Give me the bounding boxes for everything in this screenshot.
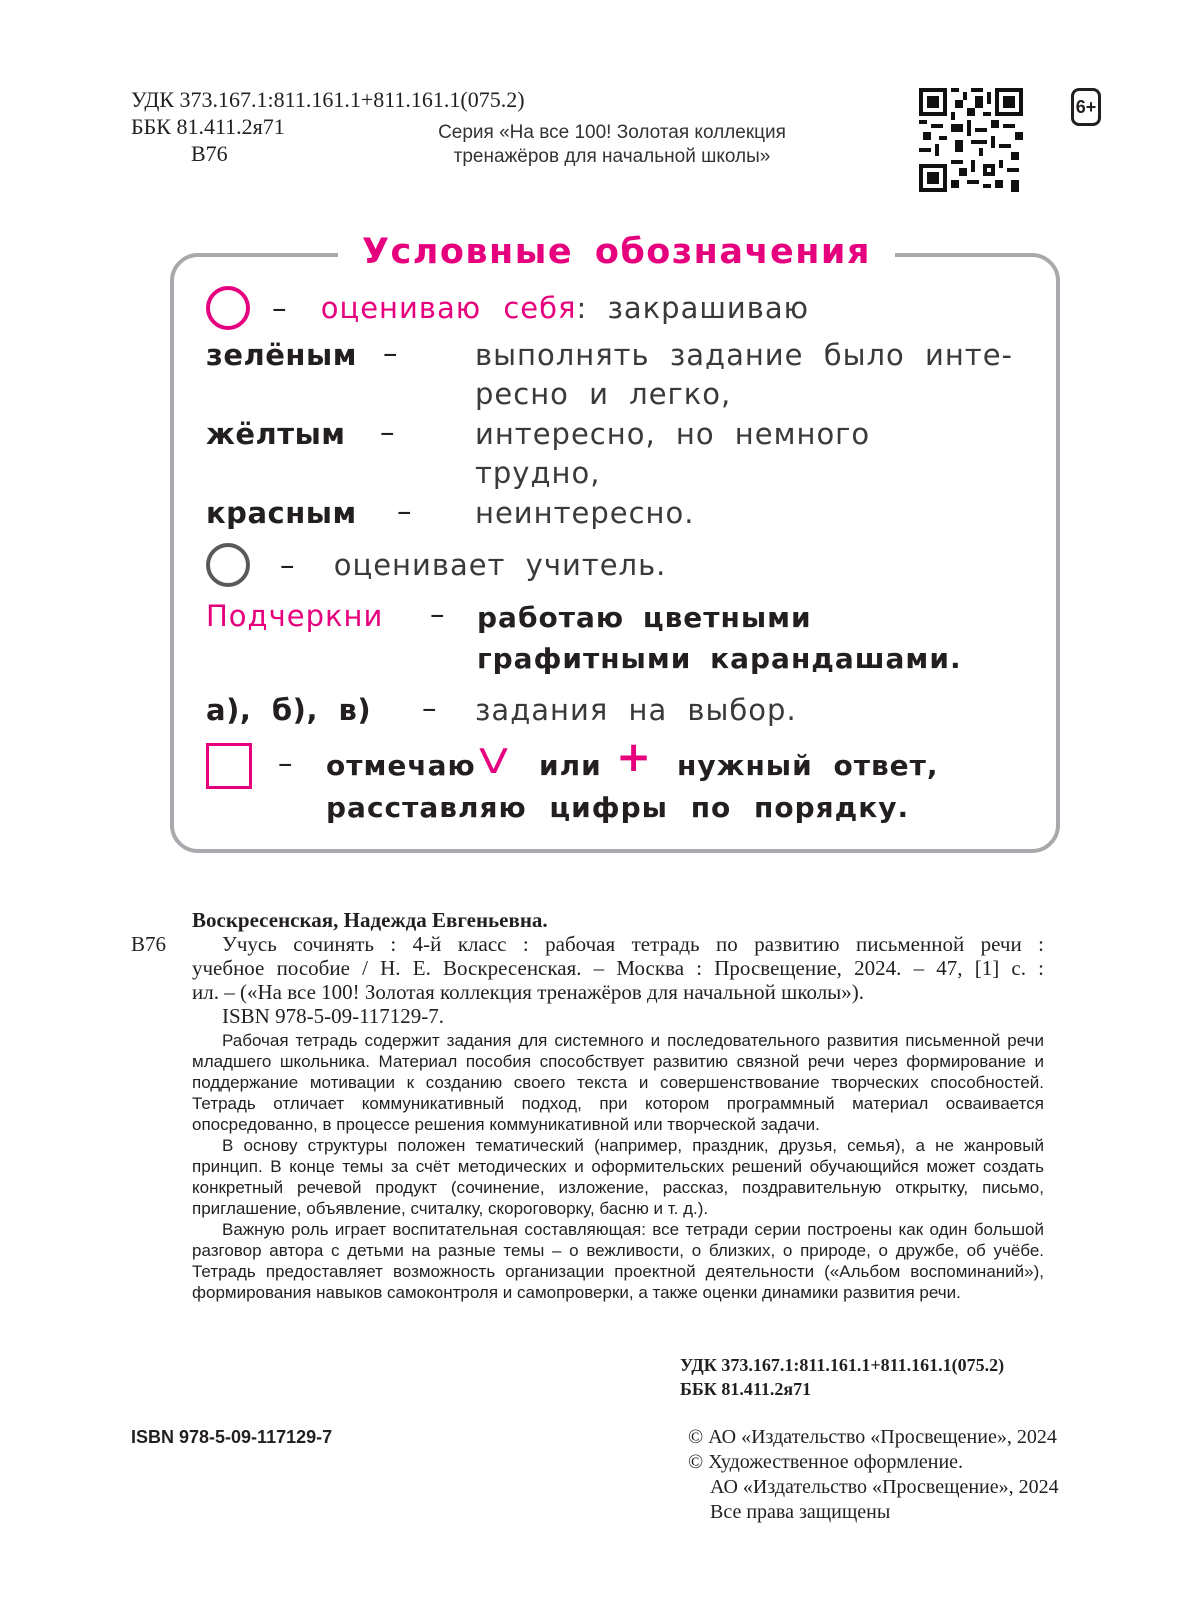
color-yellow-text-2: трудно, (475, 456, 601, 490)
catalog-code: В76 (131, 932, 167, 956)
checkbox-square-icon (206, 743, 252, 789)
color-name-yellow: жёлтым (206, 417, 346, 451)
dash: – (383, 336, 398, 370)
self-assess-circle-icon (206, 286, 250, 330)
self-assess-label: оцениваю себя (320, 291, 577, 325)
dash: – (397, 494, 412, 528)
dash: – (272, 291, 287, 325)
self-assess-row (272, 290, 809, 326)
dash: – (278, 746, 293, 780)
catalog-codes-bottom (680, 1353, 1004, 1401)
catalog-line-3: ил. – («На все 100! Золотая коллекция тренажёров для начальной школы»). (192, 980, 865, 1004)
catalog-line-2: учебное пособие / Н. Е. Воскресенская. – Москва : Просвещение, 2024. – 47, [1] с. : (192, 956, 1044, 980)
abstract-paragraph-2: В основу структуры положен тематический (например, праздник, друзья, семья), а не жанровый принцип. В конце темы за счёт методических и оформительских решений обучающийся может создать конкретный речевой продукт (сочинение, изложение, рассказ, поздравительную открытку, письмо, приглашение, объявление, считалку, скороговорку, басню и т. д.). (192, 1136, 1044, 1218)
legend-title: Условные обозначения (338, 229, 895, 275)
copyright-line-1: © АО «Издательство «Просвещение», 2024 (688, 1426, 1057, 1448)
catalog-isbn: ISBN 978-5-09-117129-7. (222, 1004, 445, 1028)
bbk-code: ББК 81.411.2я71 (680, 1379, 812, 1399)
color-yellow-text-1: интересно, но немного (475, 417, 871, 451)
dash: – (422, 691, 437, 725)
series-title (392, 121, 832, 169)
color-red-text: неинтересно. (475, 496, 695, 530)
teacher-assess-circle-icon (206, 543, 250, 587)
catalog-line-1: Учусь сочинять : 4-й класс : рабочая тетрадь по развитию письменной речи : (222, 932, 1044, 956)
dash: – (380, 415, 395, 449)
abstract-paragraph-3: Важную роль играет воспитательная составляющая: все тетради серии построены как один большой разговор автора с детьми на разные темы – о вежливости, о близких, о природе, о дружбе, об учёбе. Тетрадь предоставляет возможность организации проектной деятельности («Альбом воспоминаний»), формирования навыков самоконтроля и самопроверки, а также оценки динамики развития речи. (192, 1220, 1044, 1302)
teacher-row (280, 547, 666, 583)
check-mark-icon: V (479, 742, 509, 782)
dash: – (280, 548, 296, 582)
checkbox-text-line-2: расставляю цифры по порядку. (326, 791, 910, 824)
series-line-1: Серия «На все 100! Золотая коллекция (438, 122, 786, 143)
underline-label: Подчеркни (206, 599, 384, 633)
series-line-2: тренажёров для начальной школы» (453, 146, 771, 167)
choice-text: задания на выбор. (475, 693, 797, 727)
color-name-green: зелёным (206, 338, 357, 372)
underline-text-2: графитными карандашами. (477, 642, 962, 675)
age-rating-badge: 6+ (1071, 88, 1101, 126)
checkbox-text-mid: или (539, 749, 602, 782)
catalog-author: Воскресенская, Надежда Евгеньевна. (192, 908, 548, 932)
abstract-paragraph-1: Рабочая тетрадь содержит задания для системного и последовательного развития письменной речи младшего школьника. Материал пособия способствует развитию связной речи через формирование и поддержание мотивации к созданию своего текста и совершенствование творческих способностей. Тетрадь отличает коммуникативный подход, при котором программный материал осваивается опосредованно, в процессе решения коммуникативной или творческой задачи. (192, 1031, 1044, 1134)
abstract (192, 1030, 1044, 1303)
checkbox-text-after: нужный ответ, (677, 749, 939, 782)
choice-label: а), б), в) (206, 693, 372, 727)
copyright-block (688, 1425, 1059, 1525)
dash: – (430, 597, 445, 631)
color-green-text-1: выполнять задание было инте- (475, 338, 1014, 372)
isbn: ISBN 978-5-09-117129-7 (131, 1427, 333, 1447)
plus-mark-icon: + (616, 732, 652, 781)
copyright-line-2: © Художественное оформление. (688, 1451, 964, 1473)
copyright-line-3: АО «Издательство «Просвещение», 2024 (710, 1476, 1059, 1498)
qr-code-icon[interactable] (919, 88, 1023, 192)
checkbox-text-before: отмечаю (326, 749, 476, 782)
bbk-code: ББК 81.411.2я71 (131, 114, 285, 139)
teacher-text: оценивает учитель. (333, 548, 667, 582)
color-name-red: красным (206, 496, 357, 530)
udk-code: УДК 373.167.1:811.161.1+811.161.1(075.2) (680, 1355, 1005, 1375)
author-mark: В76 (191, 141, 228, 166)
color-green-text-2: ресно и легко, (475, 377, 732, 411)
udk-code: УДК 373.167.1:811.161.1+811.161.1(075.2) (131, 87, 525, 112)
underline-text-1: работаю цветными (477, 601, 812, 634)
rights-reserved: Все права защищены (710, 1501, 891, 1523)
self-assess-suffix: : закрашиваю (576, 291, 810, 325)
